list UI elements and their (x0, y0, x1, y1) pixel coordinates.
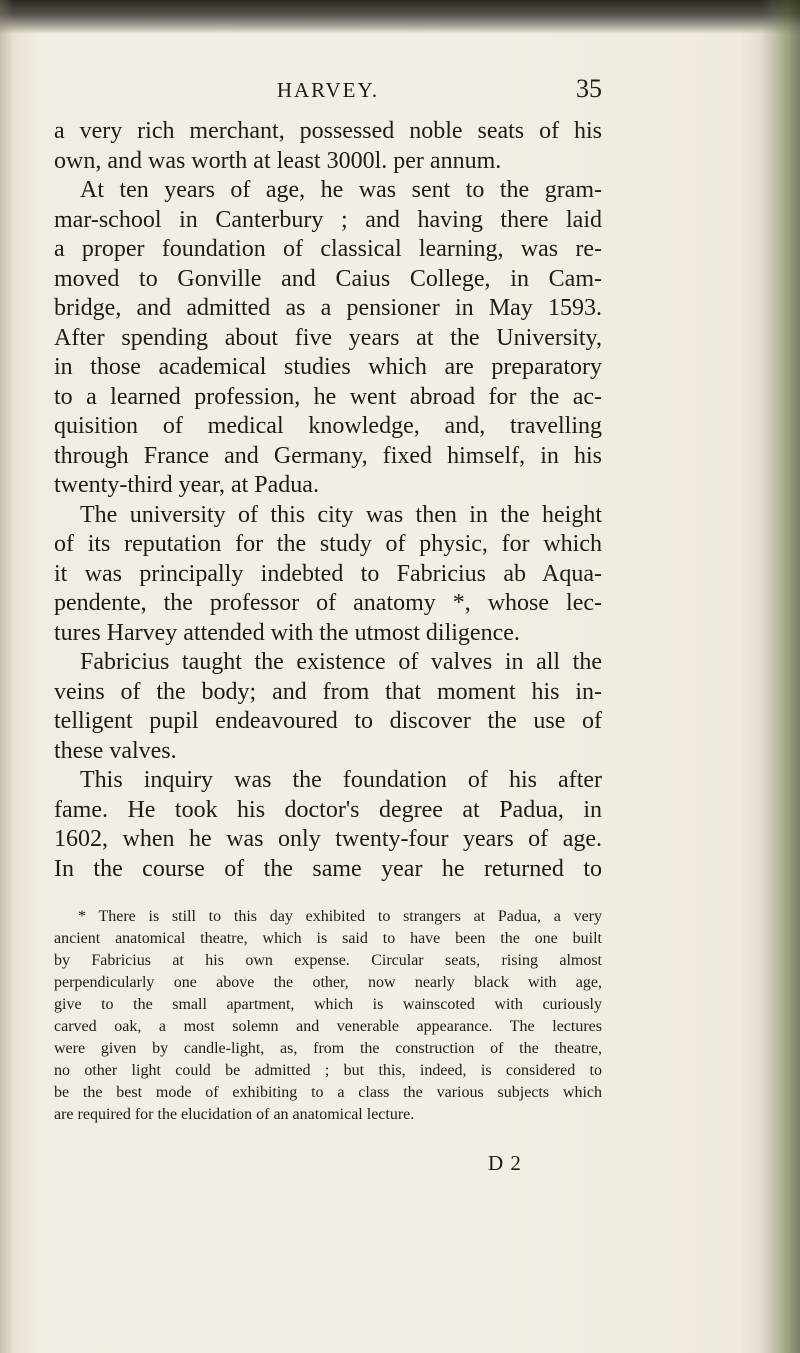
text-line: it was principally indebted to Fabricius ab Aqua- (54, 560, 602, 587)
text-line: The university of this city was then in the height (80, 501, 602, 528)
footnote-line: were given by candle-light, as, from the construction of the theatre, (54, 1040, 602, 1057)
footnote-line: ancient anatomical theatre, which is said to have been the one built (54, 930, 602, 947)
signature-mark: D 2 (488, 1151, 522, 1175)
footnote-line: perpendicularly one above the other, now nearly black with age, (54, 974, 602, 991)
text-line: mar-school in Canterbury ; and having there laid (54, 206, 602, 233)
running-head: HARVEY. (276, 78, 380, 102)
body-text (54, 117, 602, 884)
text-line: a proper foundation of classical learning, was re- (54, 236, 602, 262)
text-line: in those academical studies which are preparatory (54, 354, 602, 380)
footnote (54, 906, 602, 1126)
top-scan-shadow (0, 0, 800, 34)
text-line: This inquiry was the foundation of his after (80, 767, 602, 793)
page-number: 35 (576, 74, 602, 103)
text-line: twenty-third year, at Padua. (54, 472, 319, 498)
footnote-line: by Fabricius at his own expense. Circular seats, rising almost (54, 952, 602, 969)
footnote-line: give to the small apartment, which is wainscoted with curiously (54, 996, 602, 1013)
text-line: of its reputation for the study of physic, for which (54, 531, 602, 557)
text-line: fame. He took his doctor's degree at Padua, in (54, 796, 602, 823)
text-line: through France and Germany, fixed himself, in his (54, 442, 602, 469)
text-line: own, and was worth at least 3000l. per annum. (54, 147, 502, 174)
text-line: moved to Gonville and Caius College, in Cam- (54, 265, 602, 292)
page-header (54, 74, 602, 108)
text-line: these valves. (54, 737, 177, 764)
footnote-line: are required for the elucidation of an anatomical lecture. (54, 1106, 415, 1123)
text-line: to a learned profession, he went abroad for the ac- (54, 383, 602, 410)
text-line: tures Harvey attended with the utmost diligence. (54, 619, 520, 646)
footnote-line: * There is still to this day exhibited to strangers at Padua, a very (78, 908, 602, 925)
text-line: pendente, the professor of anatomy *, whose lec- (54, 590, 602, 616)
footnote-line: be the best mode of exhibiting to a class the various subjects which (54, 1084, 602, 1101)
text-line: veins of the body; and from that moment his in- (54, 678, 602, 705)
footnote-line: no other light could be admitted ; but this, indeed, is considered to (54, 1062, 602, 1079)
text-line: Fabricius taught the existence of valves in all the (80, 649, 602, 675)
text-line: In the course of the same year he returned to (54, 855, 602, 882)
text-line: telligent pupil endeavoured to discover the use of (54, 708, 602, 734)
footnote-line: carved oak, a most solemn and venerable appearance. The lectures (54, 1018, 602, 1035)
text-line: bridge, and admitted as a pensioner in May 1593. (54, 295, 602, 321)
text-line: At ten years of age, he was sent to the gram- (80, 177, 602, 203)
right-page-edge (760, 0, 800, 1353)
text-line: quisition of medical knowledge, and, travelling (54, 413, 602, 439)
text-line: After spending about five years at the University, (54, 324, 602, 351)
text-line: a very rich merchant, possessed noble seats of his (54, 118, 602, 144)
text-line: 1602, when he was only twenty-four years of age. (54, 826, 602, 852)
left-page-edge (0, 0, 14, 1353)
